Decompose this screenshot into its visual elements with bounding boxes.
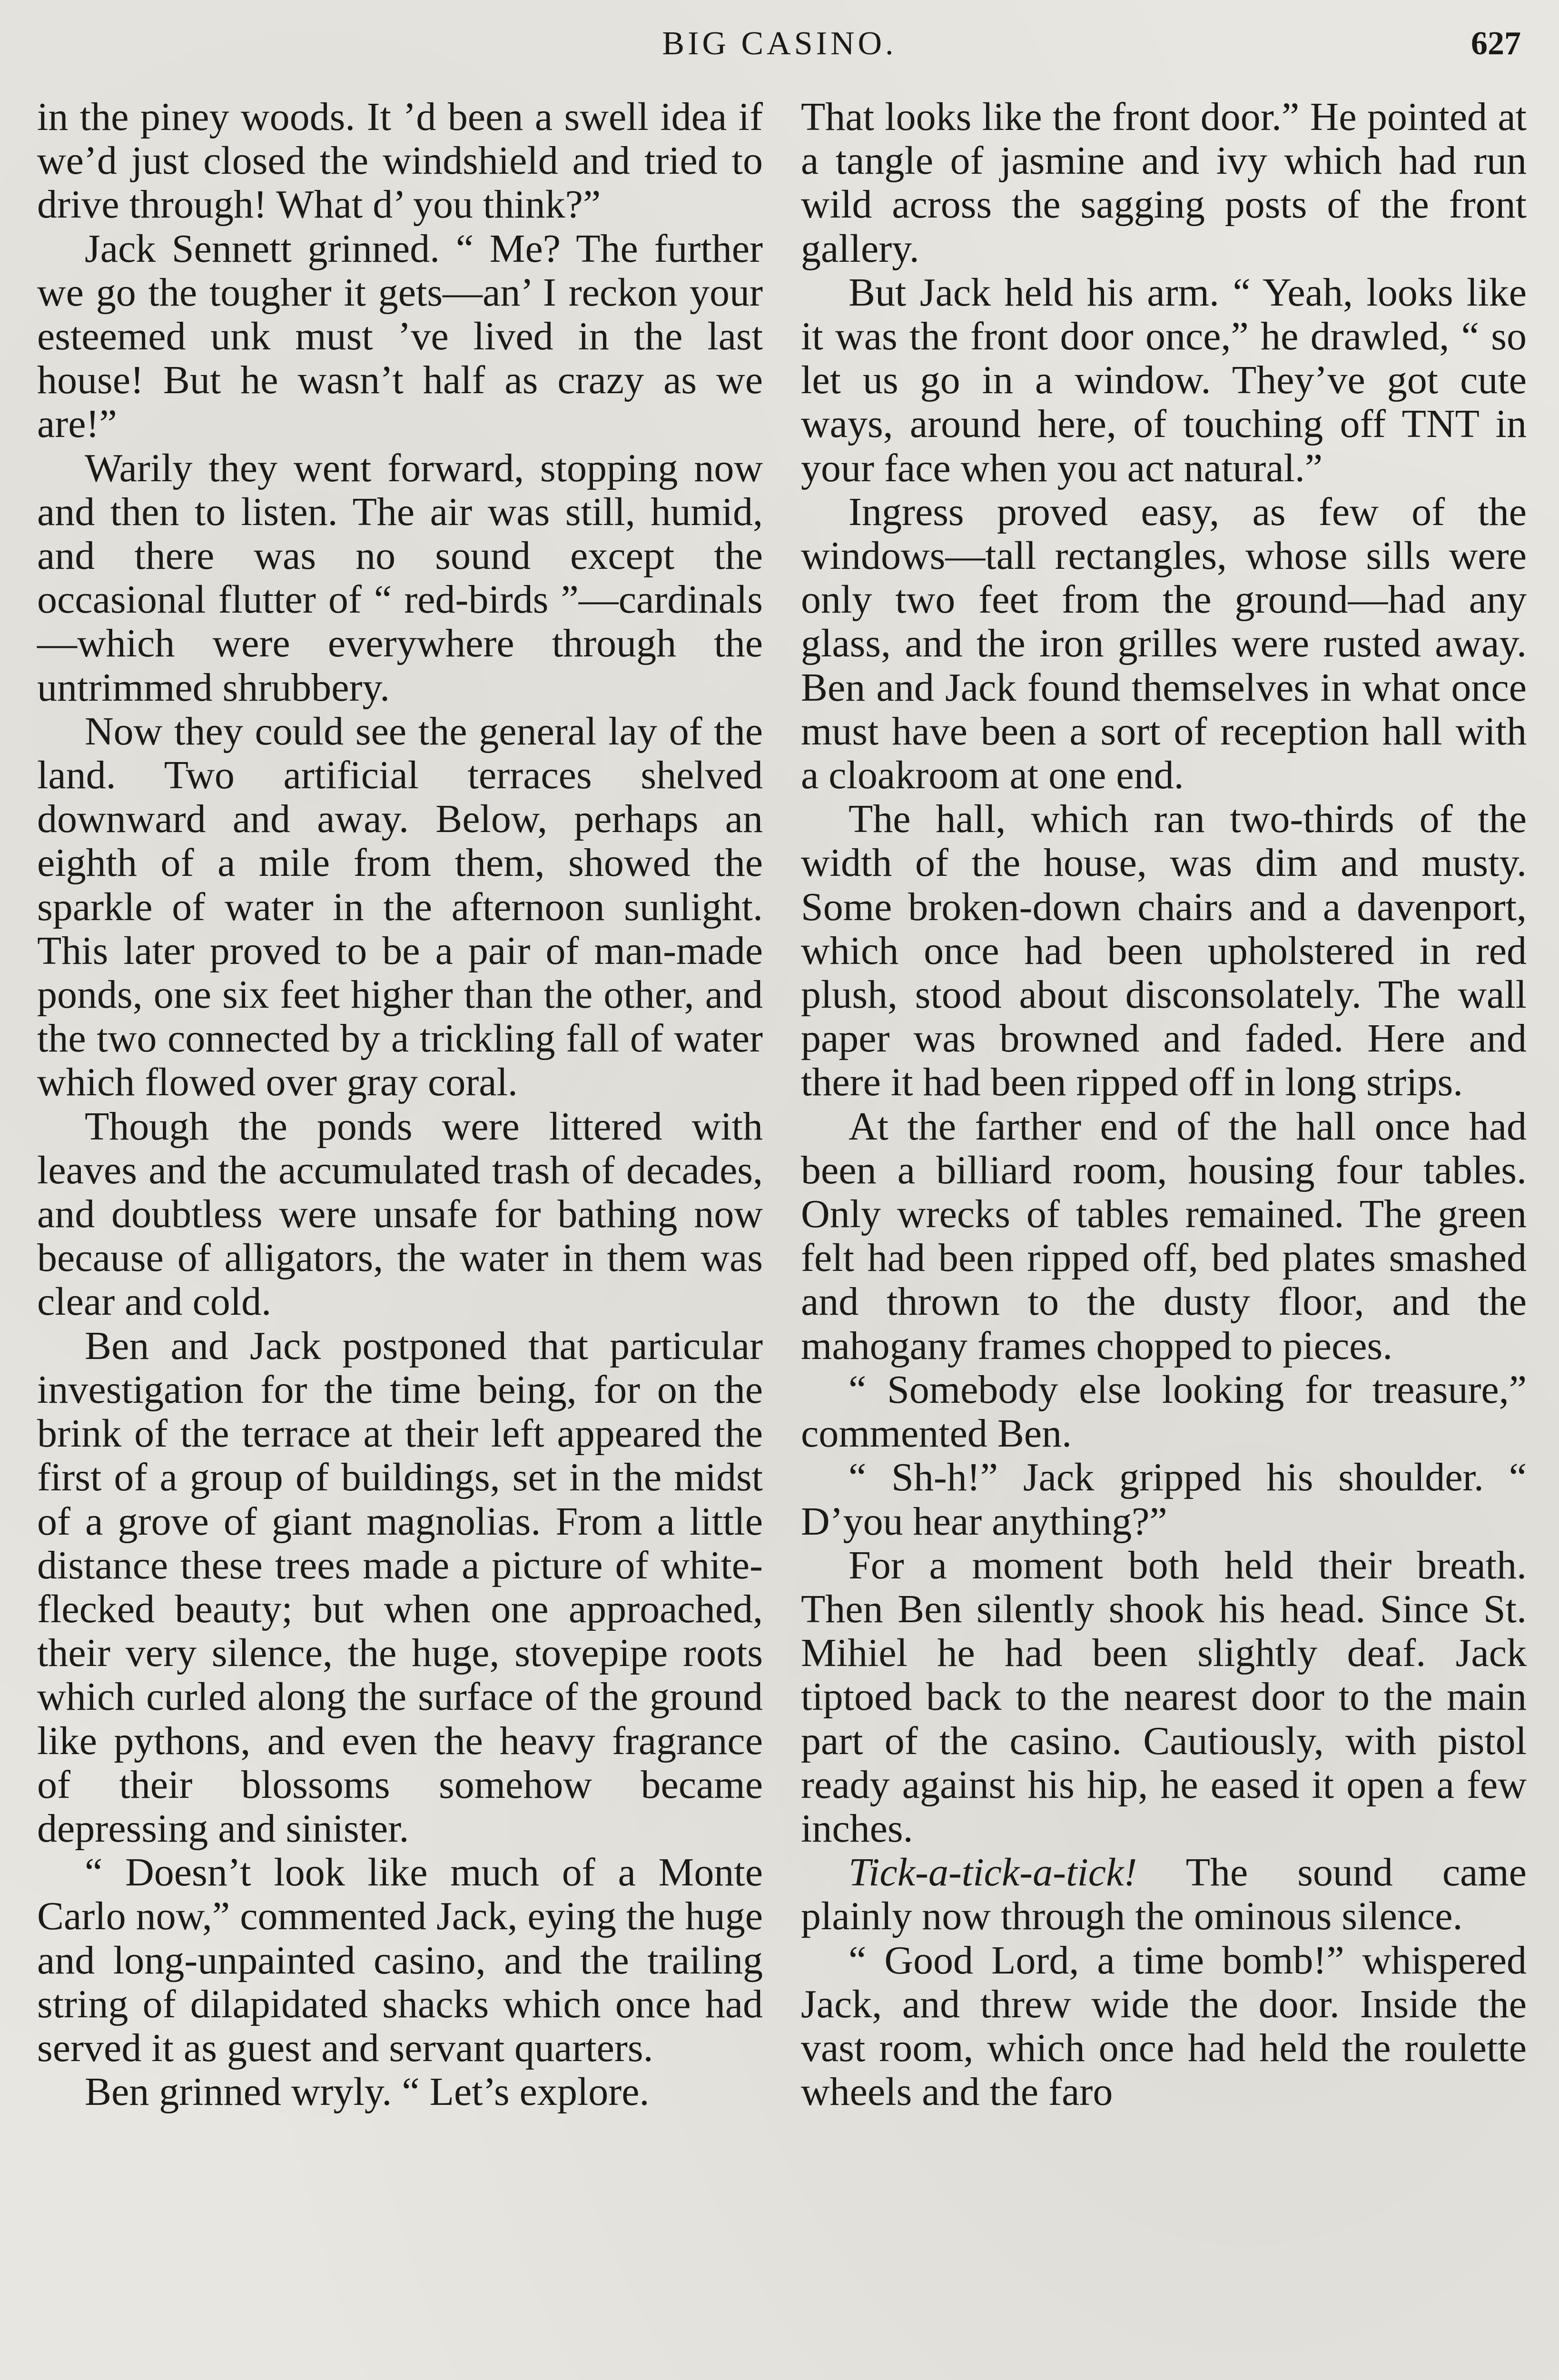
- paragraph: At the farther end of the hall once had been a billiard room, housing four tables. Only wrecks of tables remained. The green felt had been ripped off, bed plates smashed and thrown to the dusty floor, and the mahogany frames chopped to pieces.: [801, 1104, 1527, 1368]
- paragraph: But Jack held his arm. “ Yeah, looks like it was the front door once,” he drawled, “ so let us go in a window. They’ve got cute ways, around here, of touching off TNT in your face when you act natural.”: [801, 270, 1527, 490]
- paragraph: Ingress proved easy, as few of the windows—tall rectangles, whose sills were only two feet from the ground—had any glass, and the iron grilles were rusted away. Ben and Jack found themselves in what once must have been a sort of reception hall with a cloakroom at one end.: [801, 489, 1527, 798]
- paragraph-with-italic: [801, 1851, 1527, 1938]
- right-column: [801, 95, 1527, 2380]
- paragraph: Though the ponds were littered with leaves and the accumulated trash of decades, and doubtless were unsafe for bathing now because of alligators, the water in them was clear and cold.: [37, 1104, 763, 1324]
- paragraph: in the piney woods. It ’d been a swell idea if we’d just closed the windshield and tried to drive through! What d’ you think?”: [37, 95, 763, 227]
- paragraph: Jack Sennett grinned. “ Me? The further we go the tougher it gets—an’ I reckon your esteemed unk must ’ve lived in the last house! But he wasn’t half as crazy as we are!”: [37, 226, 763, 446]
- running-head: BIG CASINO.: [662, 25, 897, 62]
- paragraph: The hall, which ran two-thirds of the width of the house, was dim and musty. Some broken-down chairs and a davenport, which once had been upholstered in red plush, stood about disconsolately. The wall paper was browned and faded. Here and there it had been ripped off in long strips.: [801, 797, 1527, 1105]
- paragraph: Warily they went forward, stopping now and then to listen. The air was still, humid, and there was no sound except the occasional flutter of “ red-birds ”—cardinals—which were everywhere through the untrimmed shrubbery.: [37, 446, 763, 710]
- left-column: [37, 95, 763, 2380]
- page-header: [33, 25, 1526, 68]
- paragraph: Ben and Jack postponed that particular investigation for the time being, for on the brink of the terrace at their left appeared the first of a group of buildings, set in the midst of a grove of giant magnolias. From a little distance these trees made a picture of white-flecked beauty; but when one approached, their very silence, the huge, stovepipe roots which curled along the surface of the ground like pythons, and even the heavy fragrance of their blossoms somehow became depressing and sinister.: [37, 1323, 763, 1851]
- page-number: 627: [1471, 25, 1521, 62]
- paragraph: “ Doesn’t look like much of a Monte Carlo now,” commented Jack, eying the huge and long-unpainted casino, and the trailing string of dilapidated shacks which once had served it as guest and servant quarters.: [37, 1850, 763, 2070]
- italic-sound: Tick-a-tick-a-tick!: [849, 1850, 1137, 1895]
- paragraph: “ Sh-h!” Jack gripped his shoulder. “ D’you hear anything?”: [801, 1455, 1527, 1544]
- paragraph: “ Good Lord, a time bomb!” whispered Jack, and threw wide the door. Inside the vast room, which once had held the roulette wheels and the faro: [801, 1938, 1527, 2114]
- paragraph: For a moment both held their breath. Then Ben silently shook his head. Since St. Mihiel he had been slightly deaf. Jack tiptoed back to the nearest door to the main part of the casino. Cautiously, with pistol ready against his hip, he eased it open a few inches.: [801, 1543, 1527, 1851]
- text-columns: [37, 95, 1527, 2380]
- paragraph: That looks like the front door.” He pointed at a tangle of jasmine and ivy which had run wild across the sagging posts of the front gallery.: [801, 95, 1527, 271]
- paragraph: “ Somebody else looking for treasure,” commented Ben.: [801, 1367, 1527, 1456]
- paragraph: Now they could see the general lay of the land. Two artificial terraces shelved downward and away. Below, perhaps an eighth of a mile from them, showed the sparkle of water in the afternoon sunlight. This later proved to be a pair of man-made ponds, one six feet higher than the other, and the two connected by a trickling fall of water which flowed over gray coral.: [37, 709, 763, 1105]
- paragraph: Ben grinned wryly. “ Let’s explore.: [85, 2070, 650, 2114]
- paragraph-text: The sound came plainly now through the ominous silence.: [801, 1850, 1527, 1939]
